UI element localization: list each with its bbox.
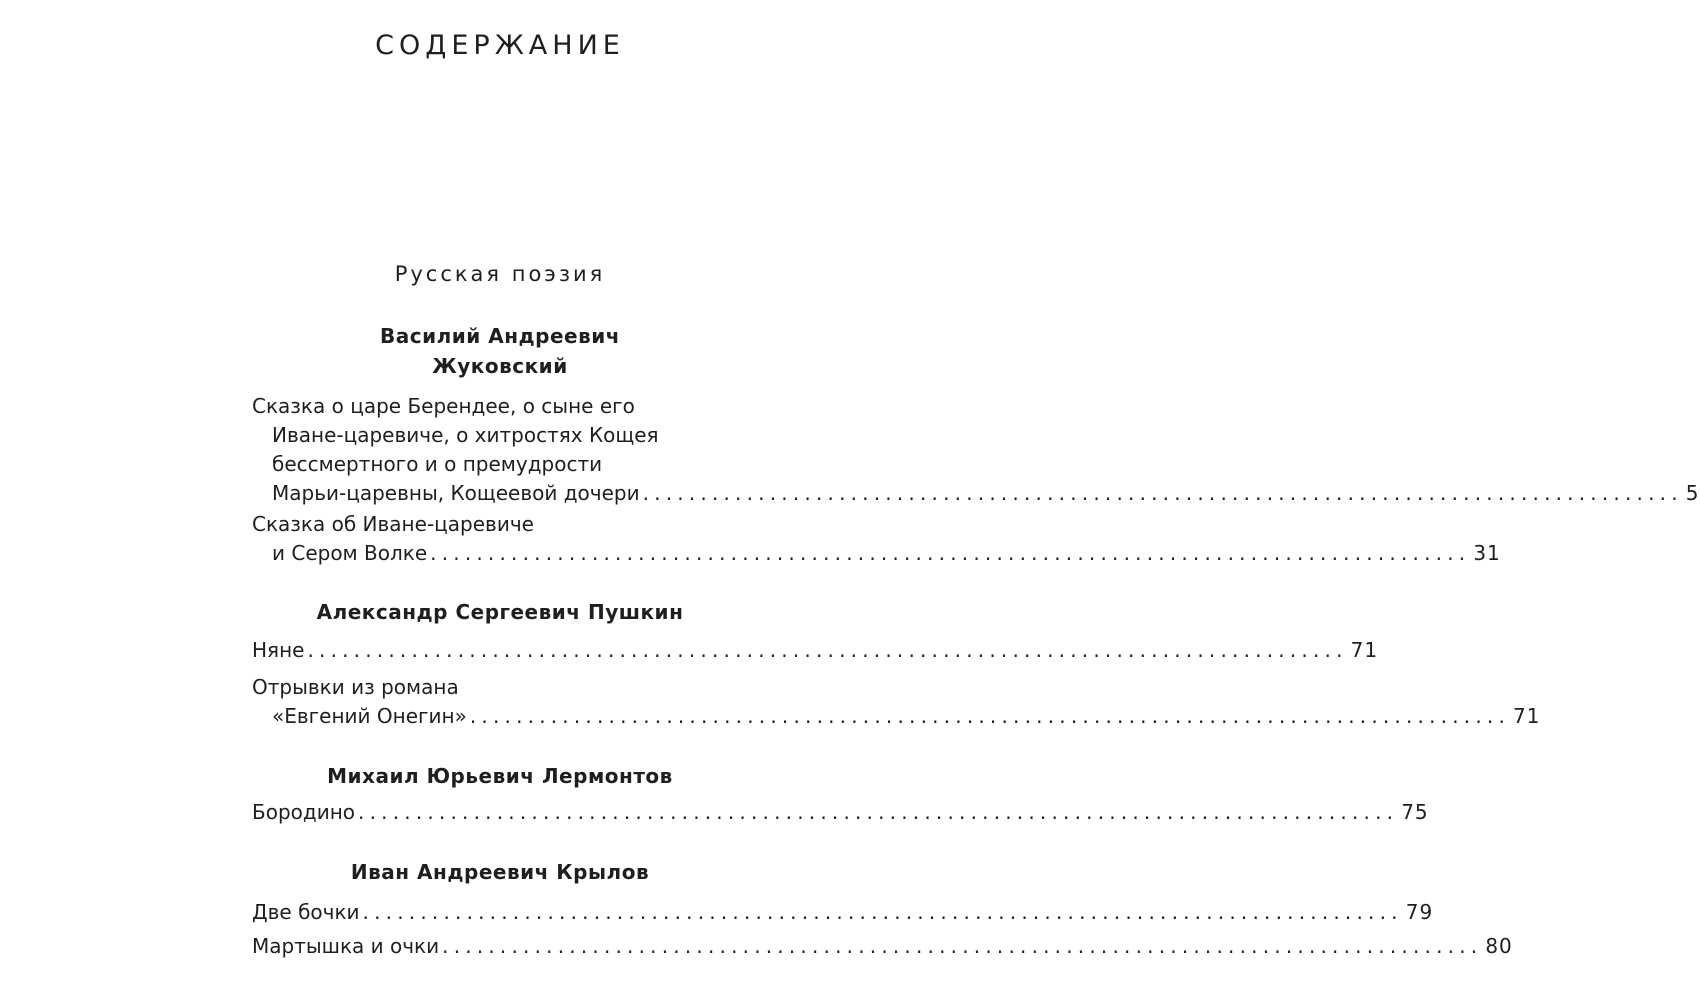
entry-title-line: бессмертного и о премудрости (272, 452, 603, 476)
dot-leader: .......................................................................................... (362, 900, 1403, 924)
toc-entry[interactable] (252, 392, 1700, 508)
entry-last-line (252, 798, 1429, 827)
entry-last-line (252, 702, 1541, 731)
entry-title-line: Отрывки из романа (252, 675, 459, 699)
toc-entry[interactable] (252, 798, 1429, 827)
page-number: 79 (1405, 900, 1434, 924)
entry-title-line: Марьи-царевны, Кощеевой дочери (272, 481, 640, 505)
entry-last-line (252, 539, 1501, 568)
page-number: 5 (1685, 481, 1700, 505)
entry-title-line: Иване-царевиче, о хитростях Кощея (272, 423, 659, 447)
entry-title-line: Сказка об Иване-царевиче (252, 512, 534, 536)
page-title: СОДЕРЖАНИЕ (375, 30, 625, 61)
toc-entry[interactable] (252, 673, 1541, 731)
entry-title-line: Бородино (252, 800, 356, 824)
dot-leader: .......................................................................................... (442, 934, 1483, 958)
dot-leader: .......................................................................................... (430, 541, 1471, 565)
entry-last-line (252, 898, 1434, 927)
toc-entry[interactable] (252, 510, 1501, 568)
dot-leader: .......................................................................................... (642, 481, 1683, 505)
author-name-line: Жуковский (432, 354, 568, 378)
author-heading (250, 761, 750, 791)
entry-last-line (252, 479, 1700, 508)
toc-entry[interactable] (252, 932, 1513, 961)
dot-leader: .......................................................................................... (358, 800, 1399, 824)
page-number: 80 (1485, 934, 1513, 958)
author-name-line: Василий Андреевич (379, 324, 621, 348)
page-number: 31 (1473, 541, 1501, 565)
author-name-line: Иван Андреевич Крылов (350, 860, 650, 884)
entry-title-line: Мартышка и очки (252, 934, 440, 958)
author-name-line: Александр Сергеевич Пушкин (316, 600, 684, 624)
entry-title-line: Две бочки (252, 900, 360, 924)
dot-leader: .......................................................................................... (469, 704, 1511, 728)
page-number: 71 (1513, 704, 1541, 728)
author-heading (250, 597, 750, 627)
dot-leader: .......................................................................................... (307, 638, 1348, 662)
author-heading (250, 321, 750, 381)
entry-last-line (252, 636, 1379, 665)
entry-title-line: и Сером Волке (272, 541, 428, 565)
entry-title-line: Сказка о царе Берендее, о сыне его (252, 394, 635, 418)
page-number: 75 (1401, 800, 1429, 824)
author-heading (250, 857, 750, 887)
toc-entry[interactable] (252, 898, 1434, 927)
entry-title-line: Няне (252, 638, 305, 662)
toc-entry[interactable] (252, 636, 1379, 665)
page-number: 71 (1350, 638, 1379, 662)
section-heading: Русская поэзия (394, 262, 606, 286)
entry-title-line: «Евгений Онегин» (272, 704, 467, 728)
entry-last-line (252, 932, 1513, 961)
author-name-line: Михаил Юрьевич Лермонтов (327, 764, 673, 788)
